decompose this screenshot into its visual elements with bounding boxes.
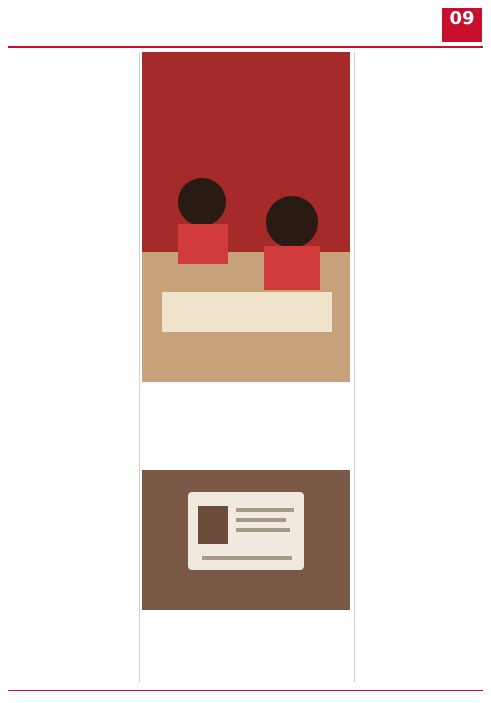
page-number-badge: [442, 8, 482, 42]
column-divider: [354, 52, 355, 682]
right-column: [360, 52, 482, 682]
photo-illustration: [142, 52, 350, 382]
footer-rule: [8, 690, 483, 691]
masthead: [0, 0, 491, 46]
photo-illustration: [142, 470, 350, 610]
masthead-rule: [8, 46, 483, 48]
news-photo-id-card: [142, 470, 350, 610]
page-number: 09: [449, 8, 475, 29]
left-column: [10, 52, 135, 682]
news-photo-classroom: [142, 52, 350, 382]
column-divider: [139, 52, 140, 682]
